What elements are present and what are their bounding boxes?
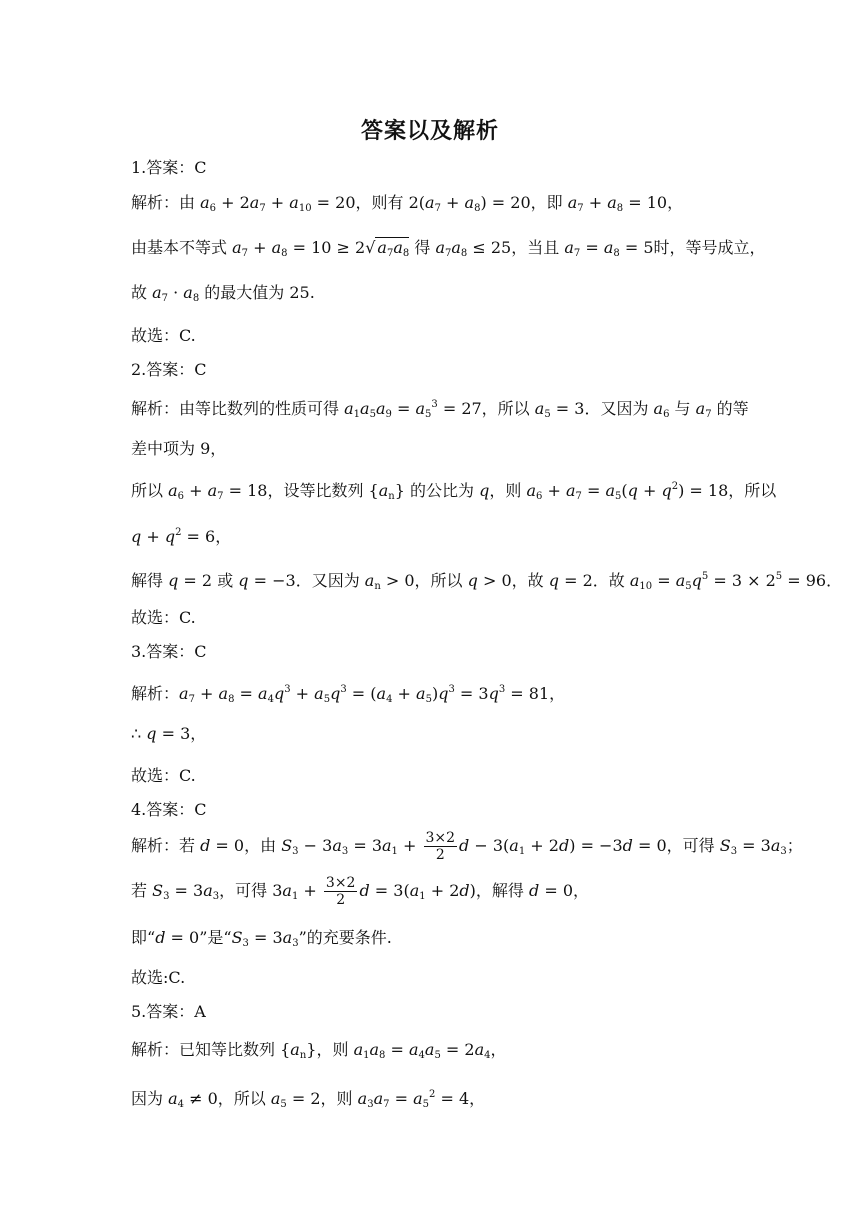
answer-1-label: 1.答案：C [131, 158, 207, 177]
answer-1-line-3: 故 $a_7 \cdot a_8$ 的最大值为 25. [131, 283, 315, 304]
answer-1-line-2: 由基本不等式 $a_7 + a_8 = 10 \ge 2√$ $a_7a_8$ 得 $a_7a_8 \le 25$，当且 $a_7 = a_8 = 5$时，等号成立， [131, 238, 766, 259]
answer-2-line-1: 解析：由等比数列的性质可得 $a_1a_5a_9 = a_5^3 = 27$，所以 $a_5 = 3$．又因为 $a_6$ 与 $a_7$ 的等 [131, 399, 749, 420]
answer-4-label: 4.答案：C [131, 800, 207, 819]
answer-5-line-1: 解析：已知等比数列 $\{a_n\}$，则 $a_1a_8 = a_4a_5 = 2a_4$， [131, 1040, 507, 1061]
answer-5-label: 5.答案：A [131, 1002, 206, 1021]
answer-2-line-3: 所以 $a_6 + a_7 = 18$，设等比数列 $\{a_n\}$ 的公比为 q，则 $a_6 + a_7 = a_5(q + q^2) = 18$，所以 [131, 481, 777, 502]
page-title: 答案以及解析 [360, 118, 499, 144]
answer-2-line-2: 差中项为 9， [131, 439, 227, 458]
answer-3-label: 3.答案：C [131, 642, 207, 661]
answer-4-line-2: 若 $S_3 = 3a_3$，可得 $3a_1$ + $\frac{3\times 2}{2}$ $d = 3(a_1 + 2d)$，解得 d = 0， [131, 875, 589, 908]
answer-4-line-3: 即“d = 0”是“$S_3 = 3a_3$”的充要条件. [131, 928, 392, 949]
answer-3-line-2: ∴ q = 3， [131, 724, 207, 743]
answer-4-line-1: 解析：若 d = 0，由 $S_3 - 3a_3 = 3a_1$ + $\frac{3\times 2}{2}$ $d - 3(a_1 + 2d) = -3d = 0$，可得 $S_3 = 3a_3$； [131, 830, 803, 863]
answer-5-line-2: 因为 $a_4 \ne 0$，所以 $a_5 = 2$，则 $a_3a_7 = a_5^2 = 4$， [131, 1089, 486, 1110]
answer-2-line-4: $q + q^2 = 6$， [131, 527, 232, 546]
answer-4-choice: 故选:C. [131, 968, 186, 987]
answer-1-line-1: 解析：由 $a_6 + 2a_7 + a_{10} = 20$，则有 $2(a_7 + a_8) = 20$，即 $a_7 + a_8 = 10$， [131, 193, 684, 214]
answer-2-label: 2.答案：C [131, 360, 207, 379]
answer-2-choice: 故选：C. [131, 608, 196, 627]
answer-2-line-5: 解得 q = 2 或 q = −3．又因为 $a_n > 0$，所以 q > 0，故 q = 2．故 $a_{10} = a_5q^5 = 3 \times 2^5 = 96$． [131, 571, 843, 592]
answer-3-line-1: 解析：$a_7 + a_8 = a_4q^3 + a_5q^3 = (a_4 + a_5)q^3 = 3q^3 = 81$， [131, 684, 566, 705]
answer-1-choice: 故选：C. [131, 326, 196, 345]
answer-3-choice: 故选：C. [131, 766, 196, 785]
